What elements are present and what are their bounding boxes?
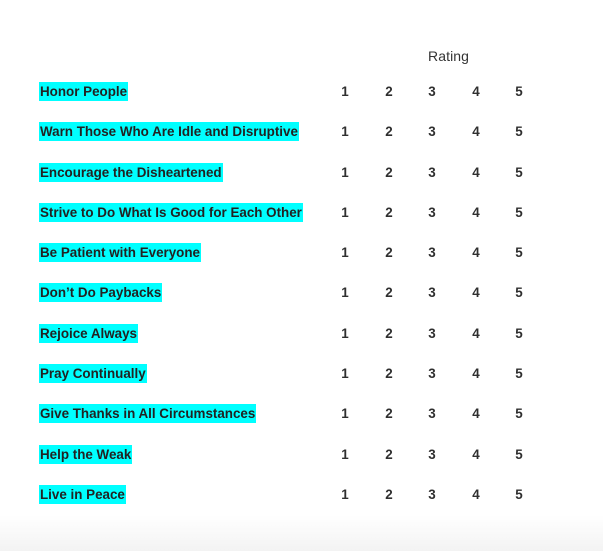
rating-option-3[interactable]: 3 (428, 406, 436, 422)
rating-scale-list (39, 80, 559, 523)
rating-option-1[interactable]: 1 (341, 486, 349, 502)
rating-option-2[interactable]: 2 (385, 406, 393, 422)
rating-option-1[interactable]: 1 (341, 406, 349, 422)
rating-option-2[interactable]: 2 (385, 124, 393, 140)
rating-option-2[interactable]: 2 (385, 164, 393, 180)
rating-option-5[interactable]: 5 (515, 406, 523, 422)
rating-option-4[interactable]: 4 (472, 285, 480, 301)
rating-option-2[interactable]: 2 (385, 446, 393, 462)
rating-row (39, 362, 559, 402)
rating-option-3[interactable]: 3 (428, 164, 436, 180)
rating-option-5[interactable]: 5 (515, 285, 523, 301)
rating-option-3[interactable]: 3 (428, 325, 436, 341)
rating-option-2[interactable]: 2 (385, 366, 393, 382)
rating-option-3[interactable]: 3 (428, 285, 436, 301)
rating-row (39, 120, 559, 160)
rating-option-5[interactable]: 5 (515, 204, 523, 220)
rating-option-1[interactable]: 1 (341, 366, 349, 382)
rating-option-1[interactable]: 1 (341, 84, 349, 99)
statement-label: Warn Those Who Are Idle and Disruptive (40, 124, 298, 140)
rating-option-1[interactable]: 1 (341, 124, 349, 140)
rating-option-1[interactable]: 1 (341, 164, 349, 180)
rating-option-2[interactable]: 2 (385, 285, 393, 301)
rating-row (39, 80, 559, 120)
rating-column-header: Rating (428, 48, 470, 64)
rating-row (39, 402, 559, 442)
rating-option-2[interactable]: 2 (385, 84, 393, 99)
rating-row (39, 281, 559, 321)
rating-option-4[interactable]: 4 (472, 124, 480, 140)
rating-option-5[interactable]: 5 (515, 84, 523, 99)
rating-option-5[interactable]: 5 (515, 486, 523, 502)
rating-option-3[interactable]: 3 (428, 84, 436, 99)
statement-label: Strive to Do What Is Good for Each Other (40, 204, 302, 220)
rating-option-1[interactable]: 1 (341, 245, 349, 261)
statement-label: Pray Continually (40, 366, 146, 382)
rating-option-3[interactable]: 3 (428, 124, 436, 140)
rating-option-3[interactable]: 3 (428, 366, 436, 382)
statement-label: Rejoice Always (40, 325, 138, 341)
rating-option-4[interactable]: 4 (472, 486, 480, 502)
rating-option-5[interactable]: 5 (515, 245, 523, 261)
rating-option-4[interactable]: 4 (472, 406, 480, 422)
rating-option-3[interactable]: 3 (428, 245, 436, 261)
statement-label: Give Thanks in All Circumstances (40, 406, 256, 422)
rating-option-4[interactable]: 4 (472, 366, 480, 382)
statement-label: Live in Peace (40, 486, 125, 502)
rating-option-1[interactable]: 1 (341, 204, 349, 220)
rating-option-1[interactable]: 1 (341, 285, 349, 301)
rating-option-4[interactable]: 4 (472, 204, 480, 220)
rating-option-2[interactable]: 2 (385, 204, 393, 220)
rating-option-4[interactable]: 4 (472, 245, 480, 261)
rating-option-4[interactable]: 4 (472, 446, 480, 462)
rating-row (39, 161, 559, 201)
statement-label: Honor People (40, 84, 128, 99)
statement-label: Be Patient with Everyone (40, 245, 200, 261)
bottom-page-fade (0, 515, 603, 551)
rating-option-4[interactable]: 4 (472, 325, 480, 341)
statement-label: Help the Weak (40, 446, 132, 462)
rating-option-1[interactable]: 1 (341, 446, 349, 462)
rating-row (39, 443, 559, 483)
rating-option-5[interactable]: 5 (515, 366, 523, 382)
rating-option-5[interactable]: 5 (515, 325, 523, 341)
rating-option-5[interactable]: 5 (515, 446, 523, 462)
rating-option-5[interactable]: 5 (515, 124, 523, 140)
rating-option-5[interactable]: 5 (515, 164, 523, 180)
rating-option-3[interactable]: 3 (428, 446, 436, 462)
rating-row (39, 322, 559, 362)
statement-label: Encourage the Disheartened (40, 164, 222, 180)
rating-option-2[interactable]: 2 (385, 325, 393, 341)
rating-option-4[interactable]: 4 (472, 84, 480, 99)
rating-option-2[interactable]: 2 (385, 486, 393, 502)
rating-option-3[interactable]: 3 (428, 204, 436, 220)
rating-option-2[interactable]: 2 (385, 245, 393, 261)
statement-label: Don’t Do Paybacks (40, 285, 162, 301)
rating-row (39, 241, 559, 281)
rating-option-1[interactable]: 1 (341, 325, 349, 341)
rating-row (39, 201, 559, 241)
rating-option-4[interactable]: 4 (472, 164, 480, 180)
rating-option-3[interactable]: 3 (428, 486, 436, 502)
